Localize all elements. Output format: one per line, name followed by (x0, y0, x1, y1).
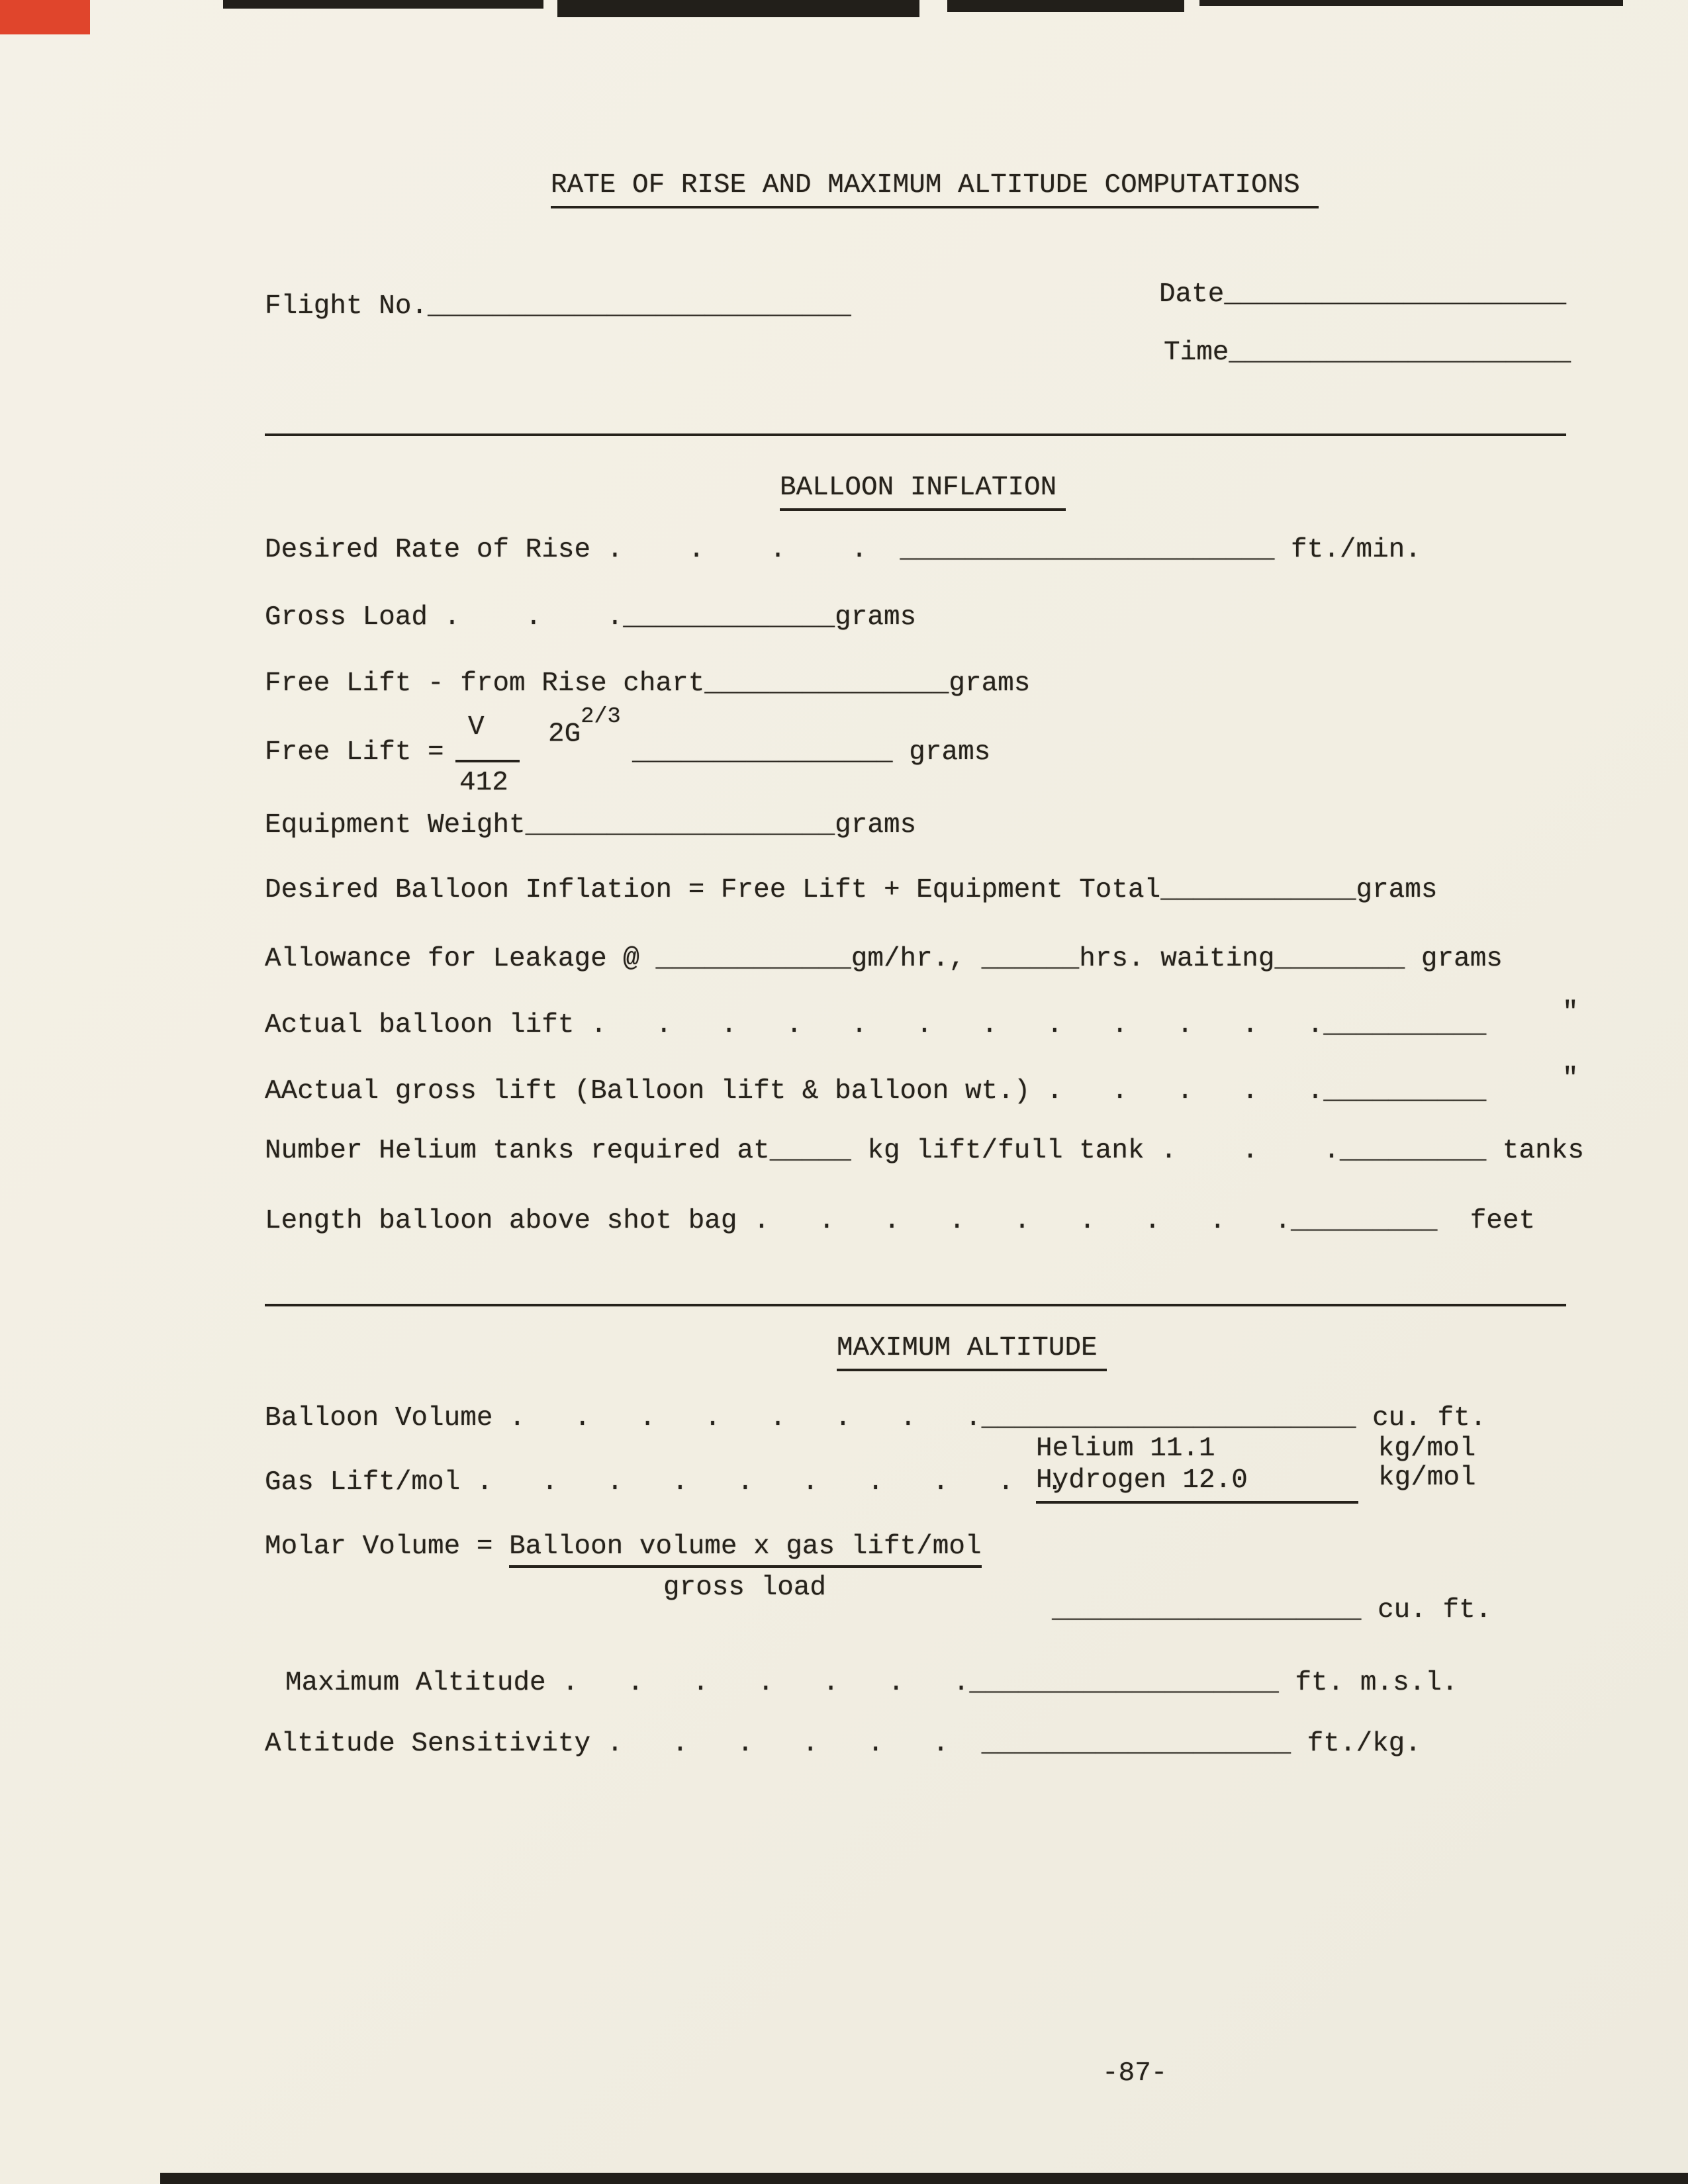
molar-volume-numerator: Balloon volume x gas lift/mol (509, 1531, 982, 1568)
row-hydrogen-value-underlined (1036, 1464, 1358, 1504)
ditto-mark-gross-lift: " (1562, 1064, 1579, 1094)
scan-artifact-bottom-bar (160, 2173, 1688, 2184)
formula-numerator: V (468, 712, 485, 743)
formula-blank-and-unit: ________________ grams (632, 737, 991, 768)
row-free-lift-chart: Free Lift - from Rise chart_______________grams (265, 668, 1031, 699)
scan-artifact-top-bar-3 (947, 0, 1184, 12)
molar-volume-denominator: gross load (663, 1572, 827, 1603)
formula-coeff-base: 2G (548, 719, 581, 750)
row-actual-gross-lift: AActual gross lift (Balloon lift & balloon wt.) . . . . .__________ (265, 1076, 1487, 1107)
free-lift-formula-prefix: Free Lift = (265, 737, 444, 768)
row-helium-tanks: Number Helium tanks required at_____ kg lift/full tank . . ._________ tanks (265, 1136, 1584, 1166)
formula-coefficient (548, 704, 621, 751)
page-number: -87- (1102, 2058, 1168, 2089)
hydrogen-unit: kg/mol (1378, 1463, 1476, 1493)
section-heading-balloon-inflation: BALLOON INFLATION (780, 471, 1066, 511)
section-divider-middle (265, 1304, 1566, 1306)
scan-artifact-top-bar-4 (1199, 0, 1623, 6)
time-field: Time_____________________ (1164, 338, 1571, 368)
section-heading-maximum-altitude: MAXIMUM ALTITUDE (837, 1332, 1107, 1371)
scan-artifact-red-corner (0, 0, 90, 34)
date-field: Date_____________________ (1159, 279, 1567, 310)
formula-denominator: 412 (459, 768, 508, 798)
row-altitude-sensitivity: Altitude Sensitivity . . . . . . ___________________ ft./kg. (265, 1729, 1421, 1759)
row-equipment-weight: Equipment Weight___________________grams (265, 810, 917, 841)
ditto-mark-balloon-lift: " (1562, 997, 1579, 1028)
row-helium-value: Helium 11.1 kg/mol (1036, 1433, 1476, 1464)
row-balloon-length: Length balloon above shot bag . . . . . . . . ._________ feet (265, 1206, 1536, 1236)
row-molar-volume (265, 1530, 982, 1563)
hydrogen-value: Hydrogen 12.0 (1036, 1465, 1248, 1496)
fraction-bar (455, 760, 520, 762)
row-balloon-volume: Balloon Volume . . . . . . . ._______________________ cu. ft. (265, 1403, 1487, 1433)
row-allowance-leakage: Allowance for Leakage @ ____________gm/hr., ______hrs. waiting________ grams (265, 944, 1503, 974)
molar-volume-label: Molar Volume = (265, 1531, 510, 1562)
formula-exponent: 2/3 (581, 704, 621, 729)
scan-artifact-top-bar-1 (223, 0, 543, 9)
page-title: RATE OF RISE AND MAXIMUM ALTITUDE COMPUTATIONS (551, 169, 1319, 208)
row-gross-load: Gross Load . . ._____________grams (265, 602, 917, 633)
row-actual-balloon-lift: Actual balloon lift . . . . . . . . . . . .__________ (265, 1010, 1487, 1040)
row-molar-volume-blank: ___________________ cu. ft. (1052, 1595, 1492, 1625)
row-maximum-altitude: Maximum Altitude . . . . . . .___________________ ft. m.s.l. (285, 1668, 1458, 1698)
row-desired-balloon-inflation: Desired Balloon Inflation = Free Lift + Equipment Total____________grams (265, 875, 1438, 905)
scan-artifact-top-bar-2 (557, 0, 919, 17)
flight-no-field: Flight No.__________________________ (265, 291, 851, 322)
section-divider-top (265, 433, 1566, 436)
row-gas-lift-label: Gas Lift/mol . . . . . . . . . . (265, 1467, 1063, 1498)
row-desired-rate-of-rise: Desired Rate of Rise . . . . _______________________ ft./min. (265, 535, 1421, 565)
